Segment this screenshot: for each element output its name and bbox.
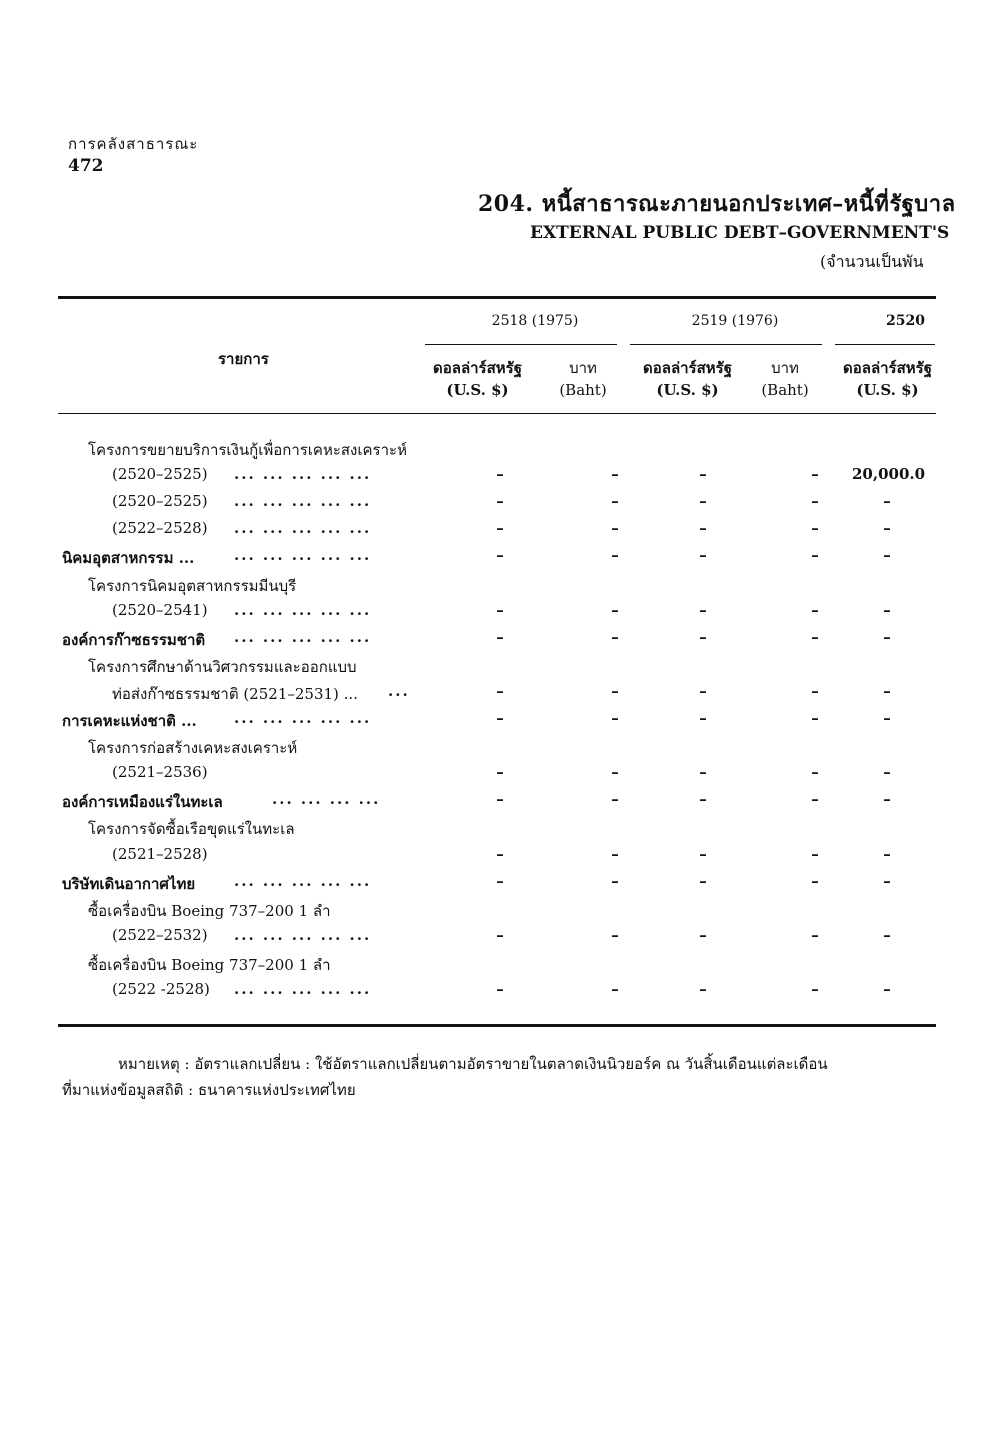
row-value: – — [496, 709, 504, 727]
row-label: (2522 -2528) — [112, 980, 210, 998]
row-value: – — [611, 519, 619, 537]
row-value: – — [699, 682, 707, 700]
row-label: การเคหะแห่งชาติ ... — [62, 712, 197, 730]
row-leader-dots: ... ... ... ... ... — [234, 980, 372, 998]
row-value: – — [699, 845, 707, 863]
row-value: – — [883, 872, 891, 890]
table-title-english: EXTERNAL PUBLIC DEBT–GOVERNMENT'S — [530, 223, 950, 243]
row-value: – — [496, 546, 504, 564]
row-value: – — [611, 492, 619, 510]
row-value: – — [883, 845, 891, 863]
row-value: – — [811, 980, 819, 998]
table-row — [0, 899, 990, 923]
row-value: – — [811, 926, 819, 944]
row-label: โครงการนิคมอุตสาหกรรมมีนบุรี — [88, 577, 297, 595]
row-value: – — [883, 763, 891, 781]
row-value: – — [811, 492, 819, 510]
page-number: 472 — [68, 156, 104, 176]
row-value: – — [496, 682, 504, 700]
row-value: – — [883, 546, 891, 564]
table-row — [0, 736, 990, 760]
col-usd-2519 — [625, 357, 750, 401]
year-header-2520: 2520 — [886, 313, 925, 329]
row-value: – — [883, 682, 891, 700]
row-value: – — [699, 465, 707, 483]
row-value: – — [811, 763, 819, 781]
row-value: – — [496, 519, 504, 537]
row-value: – — [883, 926, 891, 944]
row-value: – — [883, 790, 891, 808]
row-value: – — [699, 872, 707, 890]
row-label: (2522–2528) — [112, 519, 208, 537]
year-header-2518: 2518 (1975) — [491, 313, 579, 329]
col-baht-2518-thai: บาท — [569, 359, 597, 377]
row-value: – — [611, 628, 619, 646]
table-row — [0, 926, 990, 950]
row-value: – — [496, 492, 504, 510]
row-label: ท่อส่งก๊าซธรรมชาติ (2521–2531) ... — [112, 685, 358, 703]
table-row — [0, 872, 990, 896]
row-value: – — [883, 492, 891, 510]
row-leader-dots: ... ... ... ... ... — [234, 465, 372, 483]
row-value: – — [883, 519, 891, 537]
footnote-source: ที่มาแห่งข้อมูลสถิติ : ธนาคารแห่งประเทศไทย — [62, 1081, 356, 1099]
col-baht-2518-en: (Baht) — [559, 381, 607, 399]
row-value: – — [611, 845, 619, 863]
row-value: – — [811, 709, 819, 727]
table-row — [0, 519, 990, 543]
row-leader-dots: ... ... ... ... ... — [234, 926, 372, 944]
row-leader-dots: ... ... ... ... ... — [234, 492, 372, 510]
row-label: (2520–2525) — [112, 465, 208, 483]
row-value: – — [883, 709, 891, 727]
table-row — [0, 817, 990, 841]
row-value: – — [883, 601, 891, 619]
row-value: 20,000.0 — [852, 465, 926, 483]
table-bottom-rule — [58, 1024, 936, 1027]
row-label: นิคมอุตสาหกรรม ... — [62, 549, 195, 567]
row-value: – — [699, 546, 707, 564]
year-underline-2520 — [835, 344, 935, 345]
row-value: – — [811, 682, 819, 700]
row-value: – — [611, 926, 619, 944]
row-value: – — [611, 980, 619, 998]
row-label: องค์การเหมืองแร่ในทะเล — [62, 793, 223, 811]
row-value: – — [496, 763, 504, 781]
row-label: (2522–2532) — [112, 926, 208, 944]
table-row — [0, 655, 990, 679]
row-value: – — [811, 790, 819, 808]
row-value: – — [811, 845, 819, 863]
row-value: – — [496, 790, 504, 808]
table-row — [0, 682, 990, 706]
row-label: ซื้อเครื่องบิน Boeing 737–200 1 ลำ — [88, 956, 331, 974]
table-row — [0, 546, 990, 570]
row-value: – — [699, 628, 707, 646]
row-value: – — [611, 763, 619, 781]
row-label: โครงการศึกษาด้านวิศวกรรมและออกแบบ — [88, 658, 357, 676]
table-row — [0, 465, 990, 489]
table-row — [0, 492, 990, 516]
header-bottom-rule — [58, 413, 936, 414]
row-label: บริษัทเดินอากาศไทย — [62, 875, 196, 893]
table-row — [0, 628, 990, 652]
col-usd-2520 — [825, 357, 950, 401]
row-value: – — [811, 601, 819, 619]
row-value: – — [699, 763, 707, 781]
table-row — [0, 601, 990, 625]
table-title-thai: 204. หนี้สาธารณะภายนอกประเทศ–หนี้ที่รัฐบาล — [478, 191, 956, 217]
row-value: – — [496, 845, 504, 863]
row-label: (2520–2541) — [112, 601, 208, 619]
table-row — [0, 845, 990, 869]
table-row — [0, 763, 990, 787]
col-usd-2518-thai: ดอลล่าร์สหรัฐ — [433, 359, 522, 377]
footnote-exchange-rate: หมายเหตุ : อัตราแลกเปลี่ยน : ใช้อัตราแลกเปลี่ยนตามอัตราขายในตลาดเงินนิวยอร์ค ณ วันสิ้นเดือนแต่ละเดือน — [118, 1055, 828, 1073]
table-row — [0, 790, 990, 814]
row-value: – — [699, 790, 707, 808]
row-label: ซื้อเครื่องบิน Boeing 737–200 1 ลำ — [88, 902, 331, 920]
col-usd-2518 — [415, 357, 540, 401]
row-label: (2520–2525) — [112, 492, 208, 510]
col-baht-2518 — [548, 357, 618, 401]
row-value: – — [883, 980, 891, 998]
row-value: – — [496, 601, 504, 619]
row-value: – — [496, 926, 504, 944]
row-label: โครงการขยายบริการเงินกู้เพื่อการเคหะสงเคราะห์ — [88, 441, 407, 459]
units-note: (จำนวนเป็นพัน — [820, 252, 924, 271]
row-value: – — [496, 872, 504, 890]
row-value: – — [611, 790, 619, 808]
row-value: – — [883, 628, 891, 646]
row-leader-dots: ... ... ... ... ... — [234, 519, 372, 537]
row-label: โครงการก่อสร้างเคหะสงเคราะห์ — [88, 739, 298, 757]
row-value: – — [811, 465, 819, 483]
table-top-rule — [58, 296, 936, 299]
row-label: (2521–2536) — [112, 763, 208, 781]
row-label: องค์การก๊าซธรรมชาติ — [62, 631, 206, 649]
row-value: – — [811, 519, 819, 537]
row-leader-dots: ... — [388, 682, 410, 700]
row-value: – — [811, 628, 819, 646]
row-value: – — [496, 465, 504, 483]
row-value: – — [611, 682, 619, 700]
row-value: – — [611, 546, 619, 564]
row-value: – — [611, 465, 619, 483]
col-usd-2519-en: (U.S. $) — [656, 381, 719, 399]
col-usd-2519-thai: ดอลล่าร์สหรัฐ — [643, 359, 732, 377]
row-value: – — [496, 628, 504, 646]
row-value: – — [699, 980, 707, 998]
year-header-2519: 2519 (1976) — [691, 313, 779, 329]
row-value: – — [699, 926, 707, 944]
row-value: – — [611, 601, 619, 619]
row-value: – — [811, 872, 819, 890]
table-row — [0, 953, 990, 977]
row-value: – — [611, 709, 619, 727]
row-value: – — [611, 872, 619, 890]
row-leader-dots: ... ... ... ... ... — [234, 709, 372, 727]
row-value: – — [699, 709, 707, 727]
item-column-header: รายการ — [218, 350, 269, 368]
table-row — [0, 980, 990, 1004]
row-leader-dots: ... ... ... ... — [272, 790, 381, 808]
row-leader-dots: ... ... ... ... ... — [234, 872, 372, 890]
year-underline-2518 — [425, 344, 617, 345]
row-label: โครงการจัดซื้อเรือขุดแร่ในทะเล — [88, 820, 295, 838]
row-leader-dots: ... ... ... ... ... — [234, 628, 372, 646]
col-usd-2518-en: (U.S. $) — [446, 381, 509, 399]
table-row — [0, 574, 990, 598]
table-row — [0, 438, 990, 462]
row-label: (2521–2528) — [112, 845, 208, 863]
col-baht-2519-thai: บาท — [771, 359, 799, 377]
publication-header: การคลังสาธารณะ — [68, 135, 199, 153]
row-value: – — [699, 519, 707, 537]
col-baht-2519-en: (Baht) — [761, 381, 809, 399]
year-underline-2519 — [630, 344, 822, 345]
col-usd-2520-en: (U.S. $) — [856, 381, 919, 399]
row-leader-dots: ... ... ... ... ... — [234, 546, 372, 564]
col-usd-2520-thai: ดอลล่าร์สหรัฐ — [843, 359, 932, 377]
row-value: – — [811, 546, 819, 564]
row-leader-dots: ... ... ... ... ... — [234, 601, 372, 619]
row-value: – — [699, 492, 707, 510]
row-value: – — [496, 980, 504, 998]
col-baht-2519 — [750, 357, 820, 401]
row-value: – — [699, 601, 707, 619]
table-row — [0, 709, 990, 733]
